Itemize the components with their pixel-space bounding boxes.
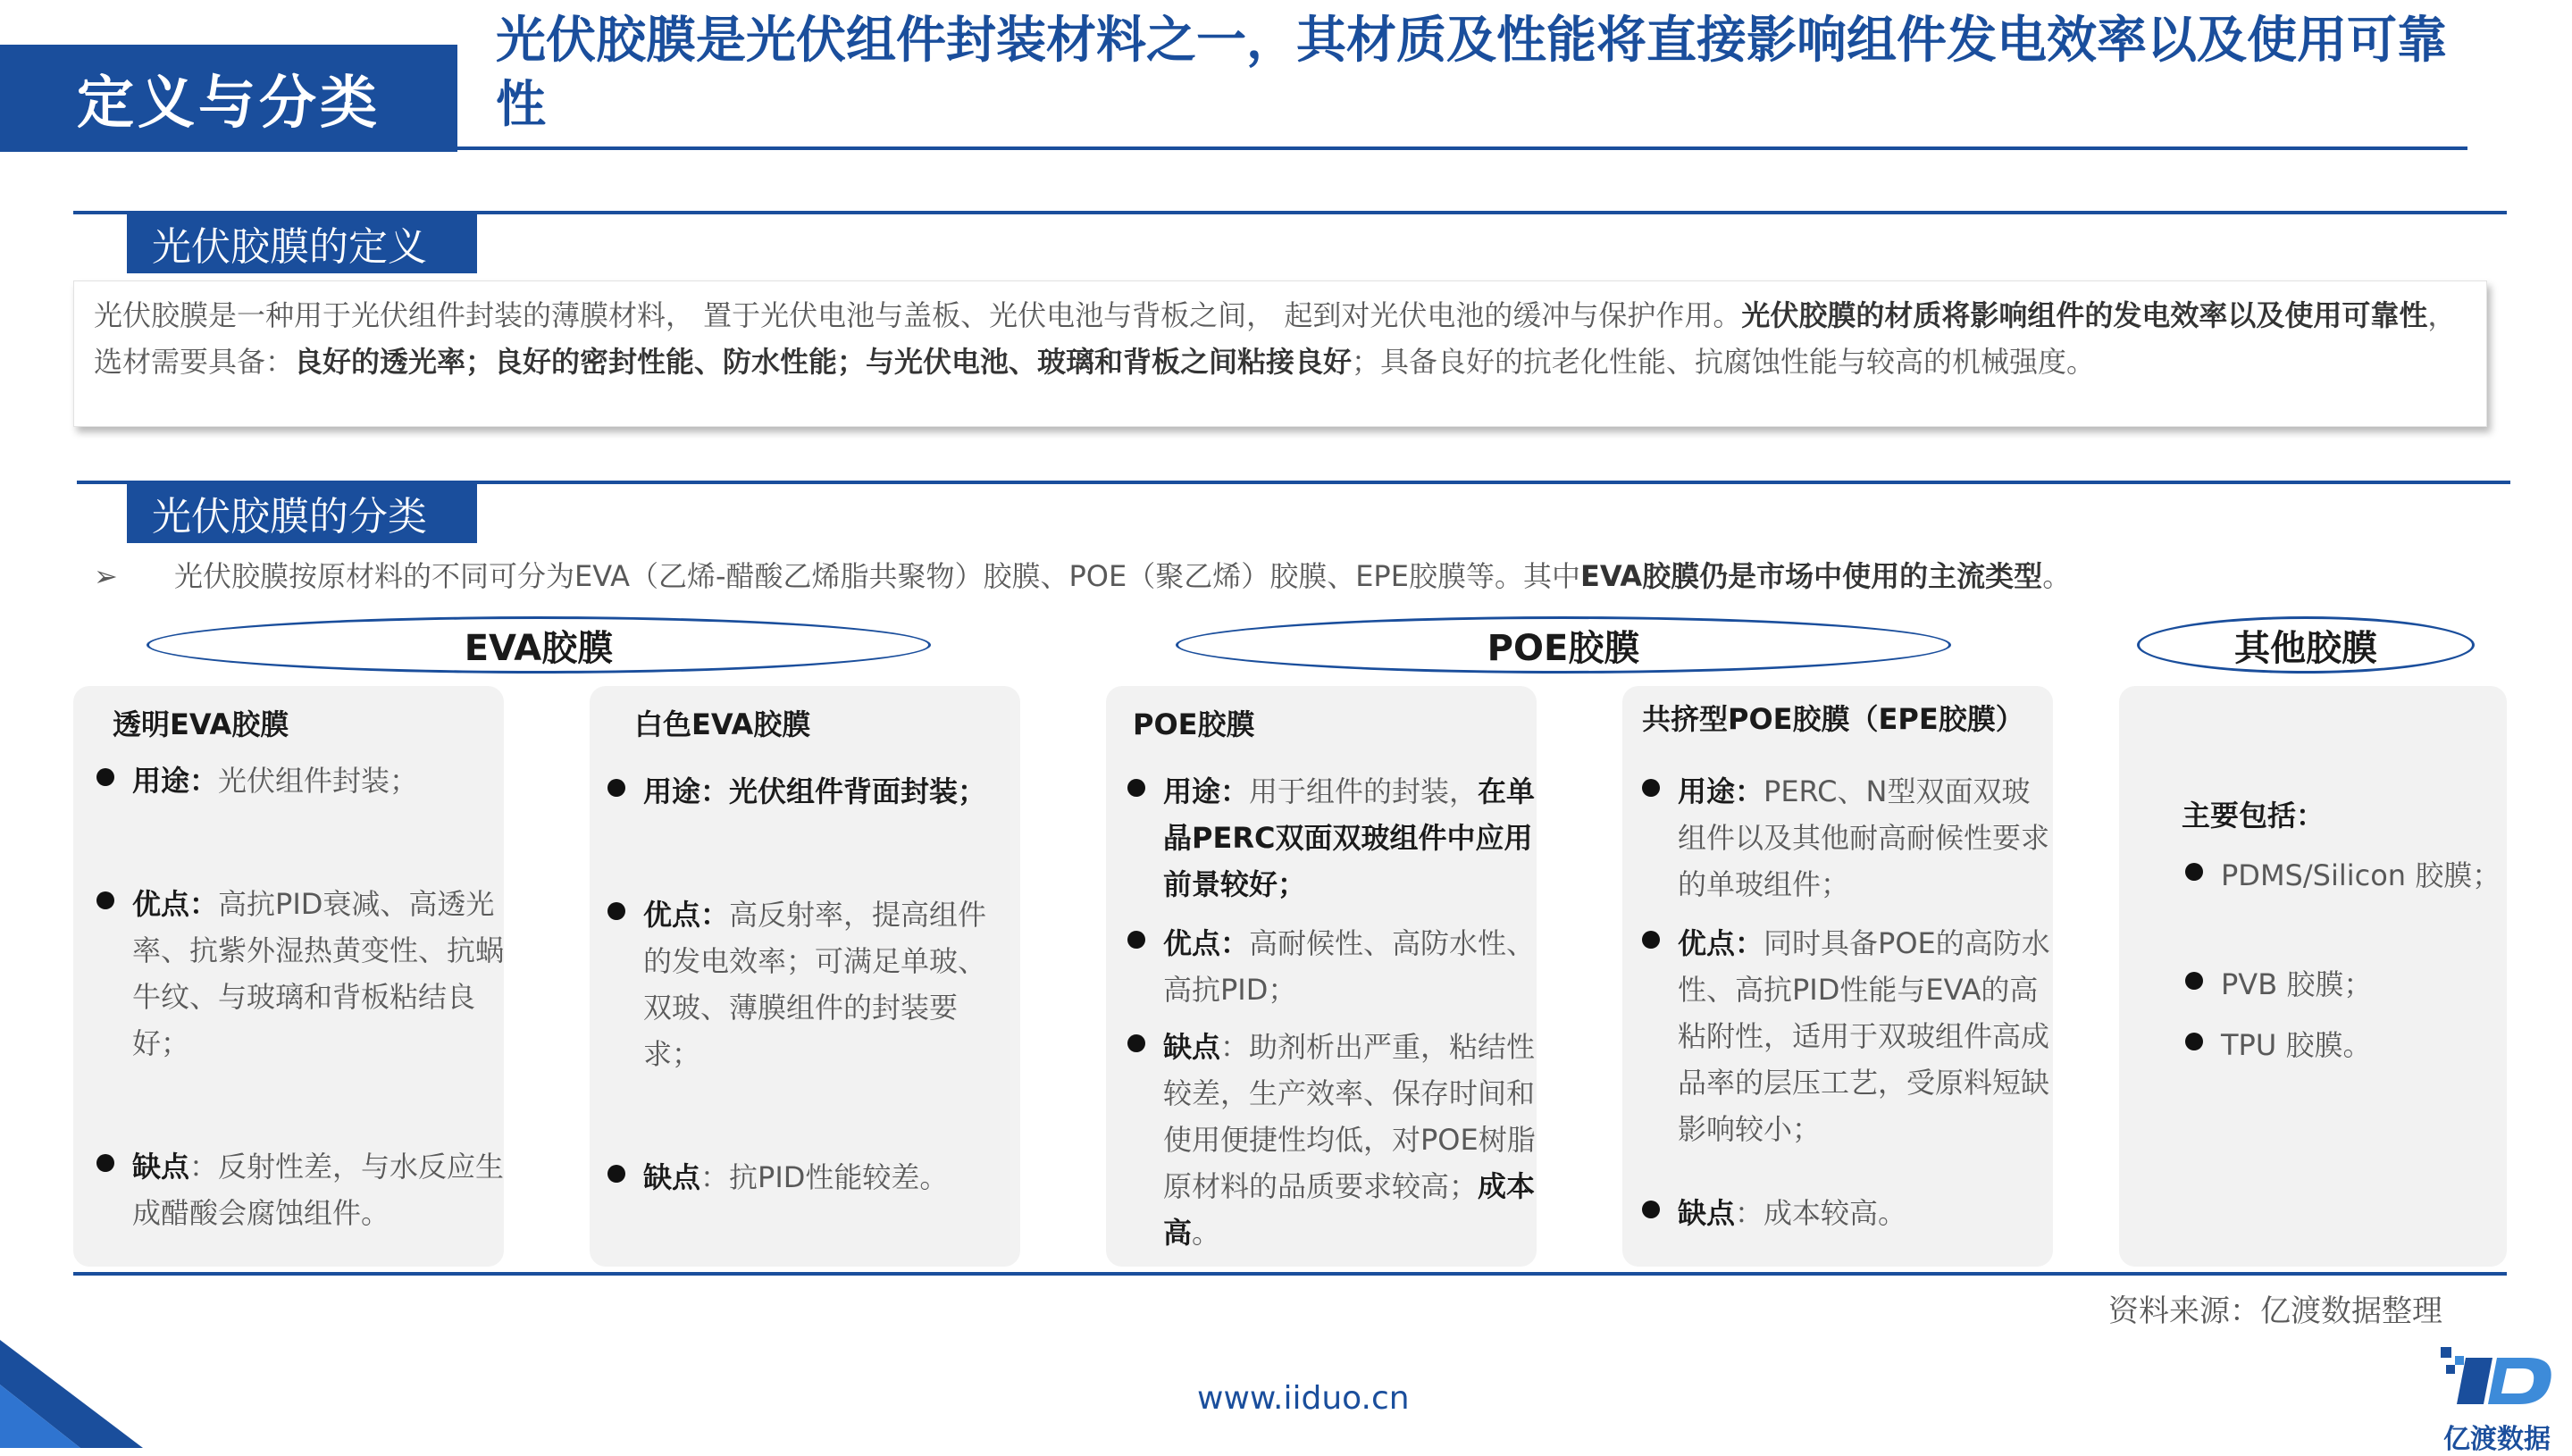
item-end: 。: [1192, 1216, 1221, 1250]
definition-text-3: ；具备良好的抗老化性能、抗腐蚀性能与较高的机械强度。: [1352, 345, 2096, 379]
group-eva: EVA胶膜: [147, 616, 931, 674]
bullet-icon: [2185, 863, 2203, 881]
list-item: [1127, 920, 1547, 1013]
bullet-icon: [96, 768, 114, 786]
item-text: PERC、N型双面双玻组件以及其他耐高耐候性要求的单玻组件；: [1678, 774, 2050, 901]
item-text: 光伏组件封装；: [218, 764, 419, 798]
header-divider: [457, 146, 2467, 150]
card-epe: [1622, 686, 2053, 1267]
list-item: [1642, 1190, 2053, 1236]
list-item: [607, 768, 1036, 815]
logo-text: 亿渡数据: [2443, 1424, 2551, 1455]
item-text: ：成本较高。: [1735, 1196, 1907, 1230]
card-title: 主要包括：: [2182, 799, 2325, 833]
bullet-icon: [607, 1165, 625, 1183]
logo-icon: [2430, 1340, 2564, 1411]
item-label: 优点：: [643, 898, 730, 932]
definition-text-1: 光伏胶膜是一种用于光伏组件封装的薄膜材料， 置于光伏电池与盖板、光伏电池与背板之间， 起到对光伏电池的缓冲与保护作用。: [94, 298, 1742, 332]
item-bold: 光伏组件背面封装；: [729, 774, 987, 808]
card-poe: [1106, 686, 1537, 1267]
group-other: 其他胶膜: [2137, 616, 2475, 674]
list-item: [1642, 768, 2053, 908]
item-text: PVB 胶膜；: [2221, 967, 2373, 1001]
item-text: ：助剂析出严重，粘结性较差，生产效率、保存时间和使用便捷性均低，对POE树脂原材料的品质要求较高；: [1163, 1030, 1536, 1203]
item-text: 高反射率，提高组件的发电效率；可满足单玻、双玻、薄膜组件的封装要求；: [643, 898, 987, 1071]
classification-end: 。: [2042, 559, 2072, 593]
footer-url[interactable]: www.iiduo.cn: [1197, 1380, 1410, 1417]
card-other: [2119, 686, 2507, 1267]
item-bold: 成本高: [1163, 1169, 1536, 1250]
item-text: ：抗PID性能较差。: [700, 1160, 949, 1194]
card-transparent-eva: [73, 686, 504, 1267]
group-poe: POE胶膜: [1176, 616, 1951, 674]
item-label: 缺点: [1678, 1196, 1736, 1230]
bullet-icon: [2185, 972, 2203, 990]
item-text: ：反射性差，与水反应生成醋酸会腐蚀组件。: [132, 1150, 505, 1230]
classification-text: 光伏胶膜按原材料的不同可分为EVA（乙烯-醋酸乙烯脂共聚物）胶膜、POE（聚乙烯）胶膜、EPE胶膜等。其中: [174, 559, 1580, 593]
classification-section-title: 光伏胶膜的分类: [127, 482, 477, 543]
list-item: [1642, 920, 2053, 1152]
list-item: [2185, 1022, 2507, 1068]
definition-section-title: 光伏胶膜的定义: [127, 213, 477, 273]
item-label: 用途：: [1678, 774, 1764, 808]
bullet-icon: [1642, 931, 1660, 949]
card-title: 白色EVA胶膜: [634, 707, 811, 741]
source-note: 资料来源：亿渡数据整理: [2108, 1293, 2442, 1329]
item-label: 用途：: [132, 764, 219, 798]
bottom-divider: [73, 1272, 2507, 1276]
definition-bold-2: 良好的透光率；良好的密封性能、防水性能；与光伏电池、玻璃和背板之间粘接良好: [294, 345, 1353, 379]
card-title: 共挤型POE胶膜（EPE胶膜）: [1642, 702, 2024, 736]
card-title: 透明EVA胶膜: [113, 707, 289, 741]
bullet-icon: [607, 902, 625, 920]
brand-logo: [2430, 1340, 2564, 1455]
bullet-icon: [1642, 1201, 1660, 1218]
card-white-eva: [590, 686, 1020, 1267]
list-item: [96, 757, 507, 804]
bullet-icon: [1127, 779, 1145, 797]
definition-text-2: ，选材需要具备：: [94, 298, 2457, 379]
bullet-icon: [96, 891, 114, 909]
item-label: 优点：: [1678, 926, 1764, 960]
bullet-icon: [607, 779, 625, 797]
list-item: [96, 1143, 507, 1236]
item-text: TPU 胶膜。: [2221, 1028, 2372, 1062]
item-text: PDMS/Silicon 胶膜；: [2221, 858, 2501, 892]
header-tab: 定义与分类: [0, 45, 457, 152]
bullet-icon: [96, 1154, 114, 1172]
item-bold: 在单晶PERC双面双玻组件中应用前景较好；: [1163, 774, 1536, 901]
bullet-icon: [1642, 779, 1660, 797]
item-label: 缺点: [1163, 1030, 1221, 1064]
bullet-icon: [2185, 1033, 2203, 1050]
item-label: 优点：: [1163, 926, 1250, 960]
list-item: [96, 881, 507, 1067]
list-item: [607, 1154, 1036, 1201]
item-text: 高抗PID衰减、高透光率、抗紫外湿热黄变性、抗蜗牛纹、与玻璃和背板粘结良好；: [132, 887, 505, 1060]
item-label: 缺点: [643, 1160, 701, 1194]
item-text: 用于组件的封装，: [1249, 774, 1479, 808]
classification-bold: EVA胶膜仍是市场中使用的主流类型: [1579, 559, 2043, 593]
arrow-bullet-icon: ➢: [94, 559, 118, 593]
classification-description: [94, 554, 2071, 595]
item-text: 同时具备POE的高防水性、高抗PID性能与EVA的高粘附性，适用于双玻组件高成品率的层压工艺，受原料短缺影响较小；: [1678, 926, 2050, 1146]
list-item: [1127, 1024, 1547, 1256]
card-title: POE胶膜: [1133, 707, 1255, 741]
list-item: [2185, 961, 2507, 1008]
corner-decoration: [0, 1340, 143, 1448]
bullet-icon: [1127, 1034, 1145, 1052]
item-label: 用途：: [1163, 774, 1250, 808]
item-label: 用途：: [643, 774, 730, 808]
list-item: [2185, 852, 2507, 899]
item-label: 优点：: [132, 887, 219, 921]
list-item: [607, 891, 1010, 1077]
bullet-icon: [1127, 931, 1145, 949]
list-item: [1127, 768, 1547, 908]
definition-bold-1: 光伏胶膜的材质将影响组件的发电效率以及使用可靠性: [1741, 298, 2428, 332]
definition-box: [73, 280, 2487, 427]
page-title: 光伏胶膜是光伏组件封装材料之一，其材质及性能将直接影响组件发电效率以及使用可靠性: [496, 12, 2447, 134]
item-label: 缺点: [132, 1150, 190, 1184]
item-text: 高耐候性、高防水性、高抗PID；: [1163, 926, 1536, 1007]
